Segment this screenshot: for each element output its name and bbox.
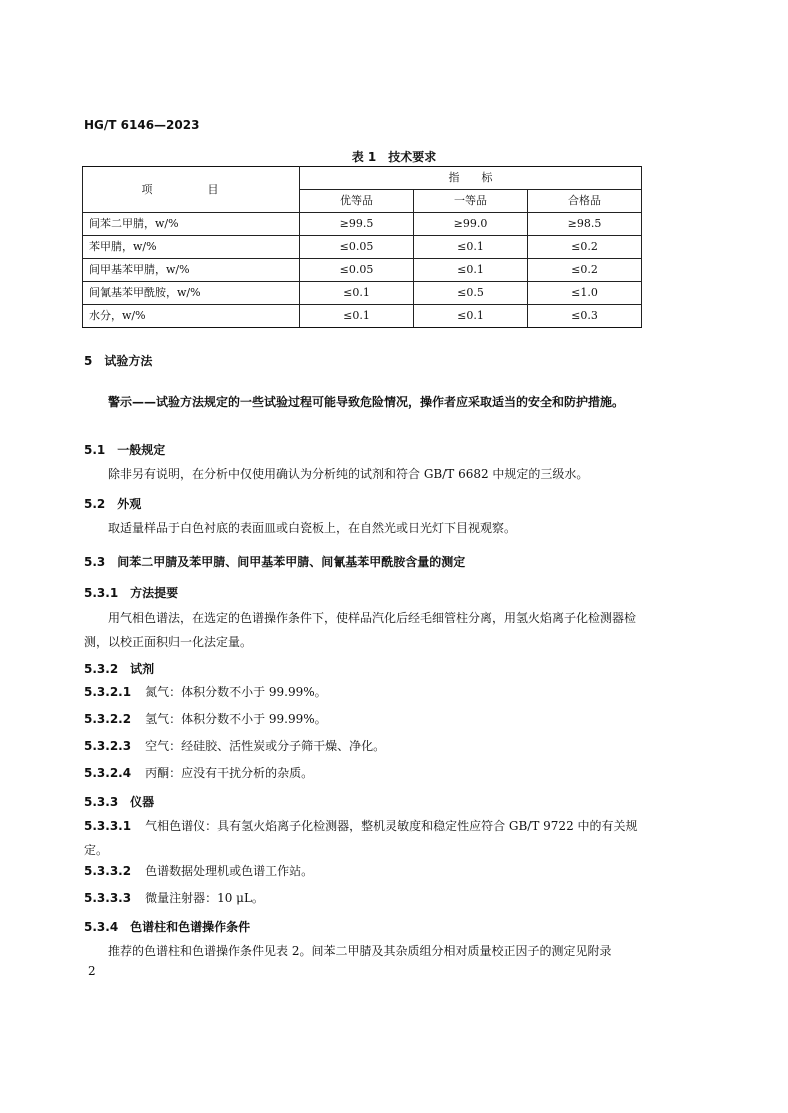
column-header-item: 项 目 (83, 167, 300, 213)
grade-header: 优等品 (300, 190, 414, 213)
table-row (83, 305, 642, 328)
row-value: ≤0.1 (414, 259, 528, 282)
table-row (83, 213, 642, 236)
row-value: ≤0.1 (414, 236, 528, 259)
item-number: 5.3.2.2 (84, 712, 132, 726)
row-value: ≤1.0 (528, 282, 642, 305)
item-number: 5.3.3.3 (84, 891, 132, 905)
row-value: ≤0.2 (528, 259, 642, 282)
list-item (84, 859, 644, 883)
standard-code: HG/T 6146—2023 (84, 118, 200, 132)
item-text: 色谱数据处理机或色谱工作站。 (145, 864, 314, 878)
grade-header: 合格品 (528, 190, 642, 213)
row-item: 水分，w/% (83, 305, 300, 328)
row-value: ≤0.1 (300, 282, 414, 305)
table-title: 表 1 技术要求 (351, 150, 437, 164)
clause-heading: 5.3.1 方法提要 (84, 586, 179, 600)
clause-text: 用气相色谱法，在选定的色谱操作条件下，使样品汽化后经毛细管柱分离，用氢火焰离子化检测器检测，以校正面积归一化法定量。 (84, 611, 637, 649)
row-value: ≤0.05 (300, 259, 414, 282)
clause-heading: 5.3.3 仪器 (84, 795, 155, 809)
row-value: ≤0.2 (528, 236, 642, 259)
row-item: 间苯二甲腈，w/% (83, 213, 300, 236)
item-number: 5.3.2.1 (84, 685, 132, 699)
list-item (84, 886, 644, 910)
row-item: 间甲基苯甲腈，w/% (83, 259, 300, 282)
table-row (83, 236, 642, 259)
row-item: 间氰基苯甲酰胺，w/% (83, 282, 300, 305)
row-value: ≤0.05 (300, 236, 414, 259)
item-text: 空气：经硅胶、活性炭或分子筛干燥、净化。 (145, 739, 386, 753)
row-value: ≥98.5 (528, 213, 642, 236)
item-number: 5.3.2.4 (84, 766, 132, 780)
column-header-index: 指 标 (300, 167, 642, 190)
item-text: 微量注射器：10 μL。 (145, 891, 264, 905)
item-number: 5.3.3.2 (84, 864, 132, 878)
row-value: ≤0.1 (300, 305, 414, 328)
item-text: 气相色谱仪：具有氢火焰离子化检测器，整机灵敏度和稳定性应符合 GB/T 9722 中的有关规定。 (84, 819, 638, 857)
clause-heading: 5.3 间苯二甲腈及苯甲腈、间甲基苯甲腈、间氰基苯甲酰胺含量的测定 (84, 555, 466, 569)
item-text: 丙酮：应没有干扰分析的杂质。 (145, 766, 314, 780)
grade-header: 一等品 (414, 190, 528, 213)
list-item (84, 814, 644, 862)
clause-heading: 5.3.4 色谱柱和色谱操作条件 (84, 920, 251, 934)
row-value: ≤0.1 (414, 305, 528, 328)
row-value: ≥99.5 (300, 213, 414, 236)
section-heading: 5 试验方法 (84, 354, 153, 368)
item-number: 5.3.2.3 (84, 739, 132, 753)
list-item (84, 734, 644, 758)
clause-heading: 5.1 一般规定 (84, 443, 166, 457)
table-row (83, 259, 642, 282)
clause-heading: 5.2 外观 (84, 497, 142, 511)
clause-heading: 5.3.2 试剂 (84, 662, 155, 676)
row-value: ≤0.3 (528, 305, 642, 328)
technical-requirements-table (82, 166, 642, 328)
item-number: 5.3.3.1 (84, 819, 132, 833)
list-item (84, 761, 644, 785)
row-value: ≤0.5 (414, 282, 528, 305)
clause-text: 推荐的色谱柱和色谱操作条件见表 2。间苯二甲腈及其杂质组分相对质量校正因子的测定见附录 (108, 944, 612, 958)
page-number: 2 (88, 964, 96, 978)
row-item: 苯甲腈，w/% (83, 236, 300, 259)
list-item (84, 707, 644, 731)
safety-warning: 警示——试验方法规定的一些试验过程可能导致危险情况，操作者应采取适当的安全和防护措施。 (108, 395, 625, 409)
item-text: 氢气：体积分数不小于 99.99%。 (145, 712, 327, 726)
table-row (83, 282, 642, 305)
clause-text: 取适量样品于白色衬底的表面皿或白瓷板上，在自然光或日光灯下目视观察。 (108, 521, 517, 535)
item-text: 氮气：体积分数不小于 99.99%。 (145, 685, 327, 699)
row-value: ≥99.0 (414, 213, 528, 236)
clause-text: 除非另有说明，在分析中仅使用确认为分析纯的试剂和符合 GB/T 6682 中规定的三级水。 (108, 467, 589, 481)
list-item (84, 680, 644, 704)
